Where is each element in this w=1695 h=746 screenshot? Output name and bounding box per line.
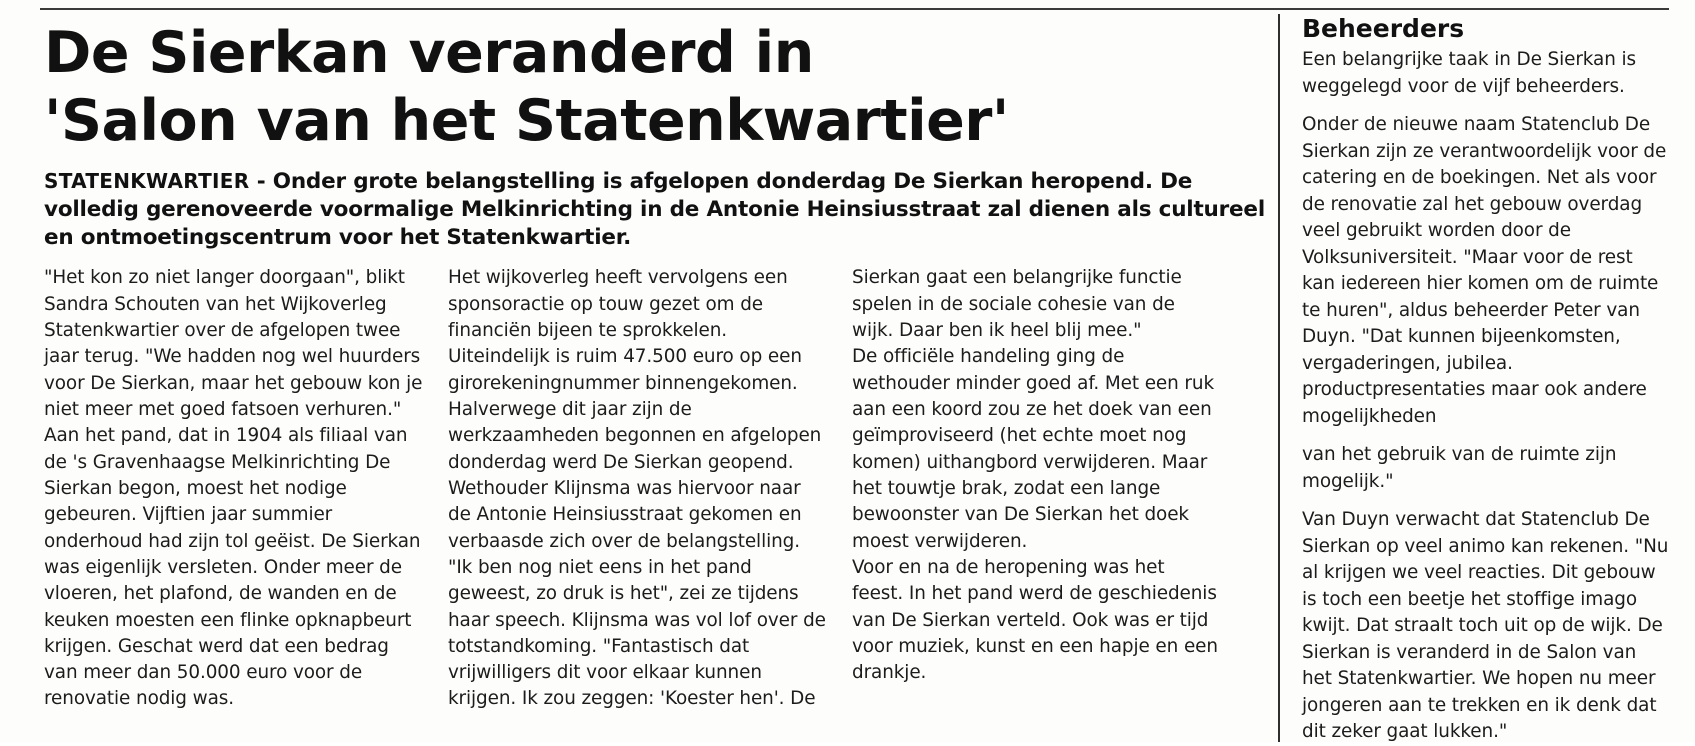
sidebar-paragraph: Van Duyn verwacht dat Statenclub De Sierkan op veel animo kan rekenen. "Nu al krijgen we veel reacties. Dit gebouw is toch een beetje het stoffige imago kwijt. Dat straalt toch uit op de wijk. De Sierkan is veranderd in de Salon van het Statenkwartier. We hopen nu meer jongeren aan te trekken en ik denk dat dit zeker gaat lukken."	[1302, 509, 1669, 742]
paragraph: De officiële handeling ging de wethouder minder goed af. Met een ruk aan een koord zou ze het doek van een geïmproviseerd (het echte moet nog komen) uithangbord verwijderen. Maar het touwtje brak, zodat een lange bewoonster van De Sierkan het doek moest verwijderen.	[852, 346, 1214, 552]
headline-line-2: 'Salon van het Statenkwartier'	[44, 87, 1009, 154]
lead-text: - Onder grote belangstelling is afgelopen donderdag De Sierkan heropend. De volledig gerenoveerde voormalige Melkinrichting in de Antonie Heinsiusstraat zal dienen als cultureel en ontmoetingscentrum voor het Statenkwartier.	[44, 168, 1265, 250]
sidebar-paragraph: Een belangrijke taak in De Sierkan is weggelegd voor de vijf beheerders.	[1302, 49, 1636, 97]
top-rule	[40, 8, 1669, 10]
body-columns	[44, 265, 1266, 712]
column-1	[44, 265, 448, 712]
headline-line-1: De Sierkan veranderd in	[44, 20, 814, 86]
sidebar-heading: Beheerders	[1302, 14, 1465, 43]
paragraph: "Het kon zo niet langer doorgaan", blikt Sandra Schouten van het Wijkoverleg Statenkwartier over de afgelopen twee jaar terug. "We hadden nog wel huurders voor De Sierkan, maar het gebouw kon je niet meer met goed fatsoen verhuren." Aan het pand, dat in 1904 als filiaal van de 's Gravenhaagse Melkinrichting De Sierkan begon, moest het nodige gebeuren. Vijftien jaar summier onderhoud had zijn tol geëist. De Sierkan was eigenlijk versleten. Onder meer de vloeren, het plafond, de wanden en de keuken moesten een flinke opknapbeurt krijgen. Geschat werd dat een bedrag van meer dan 50.000 euro voor de renovatie nodig was.	[44, 267, 423, 710]
sidebar-paragraph: van het gebruik van de ruimte zijn mogelijk."	[1302, 444, 1617, 492]
page-title	[44, 20, 1266, 156]
column-2	[448, 265, 852, 712]
sidebar-article	[1278, 14, 1669, 742]
paragraph: Sierkan gaat een belangrijke functie spelen in de sociale cohesie van de wijk. Daar ben ik heel blij mee."	[852, 267, 1182, 342]
lead-paragraph	[44, 168, 1266, 252]
page-layout	[44, 14, 1669, 742]
paragraph: Wethouder Klijnsma was hiervoor naar de Antonie Heinsiusstraat gekomen en verbaasde zich over de belangstelling. "Ik ben nog niet eens in het pand geweest, zo druk is het", zei ze tijdens haar speech. Klijnsma was vol lof over de totstandkoming. "Fantastisch dat vrijwilligers dit voor elkaar kunnen krijgen. Ik zou zeggen: 'Koester hen'. De	[448, 477, 826, 710]
paragraph: Voor en na de heropening was het feest. In het pand werd de geschiedenis van De Sierkan verteld. Ook was er tijd voor muziek, kunst en een hapje en een drankje.	[852, 556, 1218, 684]
main-article	[44, 14, 1266, 742]
sidebar-paragraph: Onder de nieuwe naam Statenclub De Sierkan zijn ze verantwoordelijk voor de catering en de boekingen. Net als voor de renovatie zal het gebouw overdag veel gebruikt worden door de Volksuniversiteit. "Maar voor de rest kan iedereen hier komen om de ruimte te huren", aldus beheerder Peter van Duyn. "Dat kunnen bijeenkomsten, vergaderingen, jubilea. productpresentaties maar ook andere mogelijkheden	[1302, 114, 1667, 427]
paragraph: Het wijkoverleg heeft vervolgens een sponsoractie op touw gezet om de financiën bijeen te sprokkelen. Uiteindelijk is ruim 47.500 euro op een girorekeningnummer binnengekomen. Halverwege dit jaar zijn de werkzaamheden begonnen en afgelopen donderdag werd De Sierkan geopend.	[448, 267, 822, 473]
column-3	[852, 265, 1228, 712]
dateline: STATENKWARTIER	[44, 168, 250, 193]
